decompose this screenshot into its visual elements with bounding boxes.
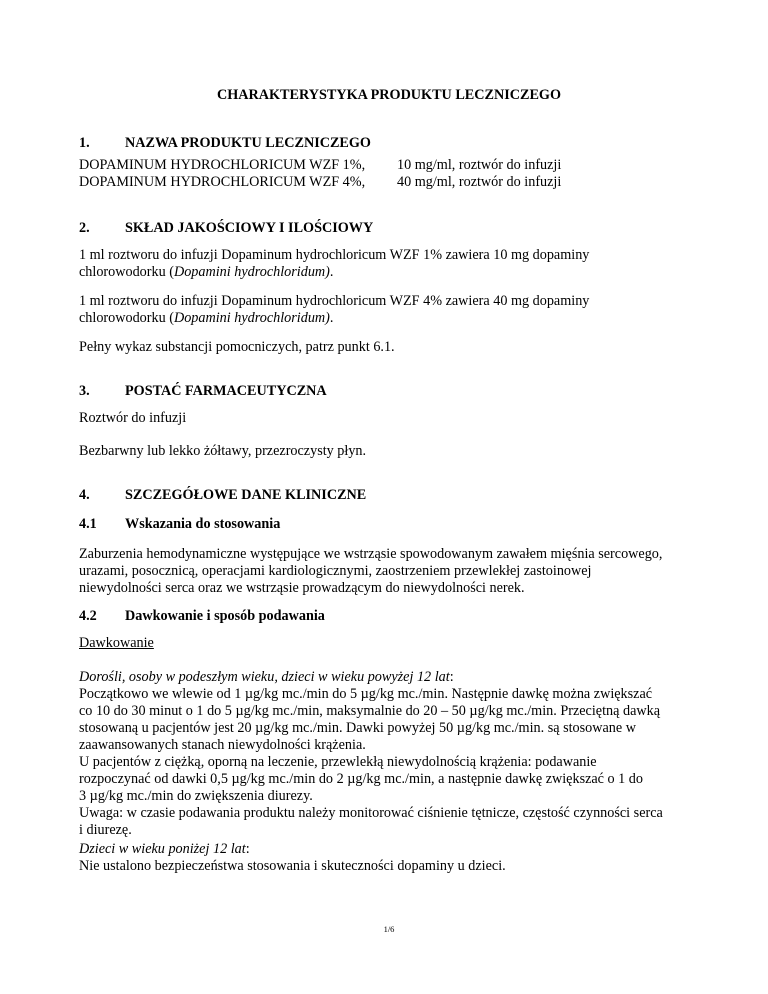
product-desc-1: 10 mg/ml, roztwór do infuzji xyxy=(397,157,562,173)
section-4-heading: SZCZEGÓŁOWE DANE KLINICZNE xyxy=(125,487,367,503)
section-1-number: 1. xyxy=(79,135,90,151)
product-name-2: DOPAMINUM HYDROCHLORICUM WZF 4%, xyxy=(79,174,366,190)
page-number: 1/6 xyxy=(383,924,395,934)
excipients-reference: Pełny wykaz substancji pomocniczych, patrz punkt 6.1. xyxy=(79,339,395,355)
dosage-form: Roztwór do infuzji xyxy=(79,410,187,426)
section-2-heading: SKŁAD JAKOŚCIOWY I ILOŚCIOWY xyxy=(125,220,374,236)
section-4-2-heading: Dawkowanie i sposób podawania xyxy=(125,608,325,624)
section-3-number: 3. xyxy=(79,383,90,399)
dosage-subheading: Dawkowanie xyxy=(79,635,154,651)
section-4-1-heading: Wskazania do stosowania xyxy=(125,516,281,532)
indications-paragraph: Zaburzenia hemodynamiczne występujące we wstrząsie spowodowanym zawałem mięśnia sercowego, urazami, posocznicą, operacjami kardiologicznymi, zaostrzeniem przewlekłej zastoinowej niewydolności serca oraz we wstrząsie prowadzącym do niewydolności nerek. xyxy=(79,546,663,596)
section-4-1-number: 4.1 xyxy=(79,516,97,532)
section-2-number: 2. xyxy=(79,220,90,236)
dosage-form-description: Bezbarwny lub lekko żółtawy, przezroczysty płyn. xyxy=(79,443,367,459)
section-1-heading: NAZWA PRODUKTU LECZNICZEGO xyxy=(125,135,371,151)
section-4-number: 4. xyxy=(79,487,90,503)
document-title: CHARAKTERYSTYKA PRODUKTU LECZNICZEGO xyxy=(217,87,561,103)
adult-dosage-paragraph: Dorośli, osoby w podeszłym wieku, dzieci w wieku powyżej 12 lat: Początkowo we wlewie od 1 µg/kg mc./min do 5 µg/kg mc./min. Następnie dawkę można zwiększać co 10 do 30 minut o 1 do 5 µg/kg mc./min, maksymalnie do 20 – 50 µg/kg mc./min. Przeciętną dawką stosowaną u pacjentów jest 20 µg/kg mc./min. Dawki powyżej 50 µg/kg mc./min. są stosowane w zaawansowanych stanach niewydolności krążenia. U pacjentów z ciężką, oporną na leczenie, przewlekłą niewydolnością krążenia: podawanie rozpoczynać od dawki 0,5 µg/kg mc./min do 2 µg/kg mc./min, a następnie dawkę zwiększać o 1 do 3 µg/kg mc./min do zwiększenia diurezy. Uwaga: w czasie podawania produktu należy monitorować ciśnienie tętnicze, częstość czynności serca i diurezę. xyxy=(79,669,663,838)
children-dosage-paragraph: Dzieci w wieku poniżej 12 lat: Nie ustalono bezpieczeństwa stosowania i skuteczności dopaminy u dzieci. xyxy=(79,841,506,874)
product-name-1: DOPAMINUM HYDROCHLORICUM WZF 1%, xyxy=(79,157,366,173)
composition-paragraph-1: 1 ml roztworu do infuzji Dopaminum hydrochloricum WZF 1% zawiera 10 mg dopaminy chlorowodorku (Dopamini hydrochloridum). xyxy=(79,247,590,280)
composition-paragraph-2: 1 ml roztworu do infuzji Dopaminum hydrochloricum WZF 4% zawiera 40 mg dopaminy chlorowodorku (Dopamini hydrochloridum). xyxy=(79,293,590,326)
section-3-heading: POSTAĆ FARMACEUTYCZNA xyxy=(125,383,327,399)
product-desc-2: 40 mg/ml, roztwór do infuzji xyxy=(397,174,562,190)
section-4-2-number: 4.2 xyxy=(79,608,97,624)
